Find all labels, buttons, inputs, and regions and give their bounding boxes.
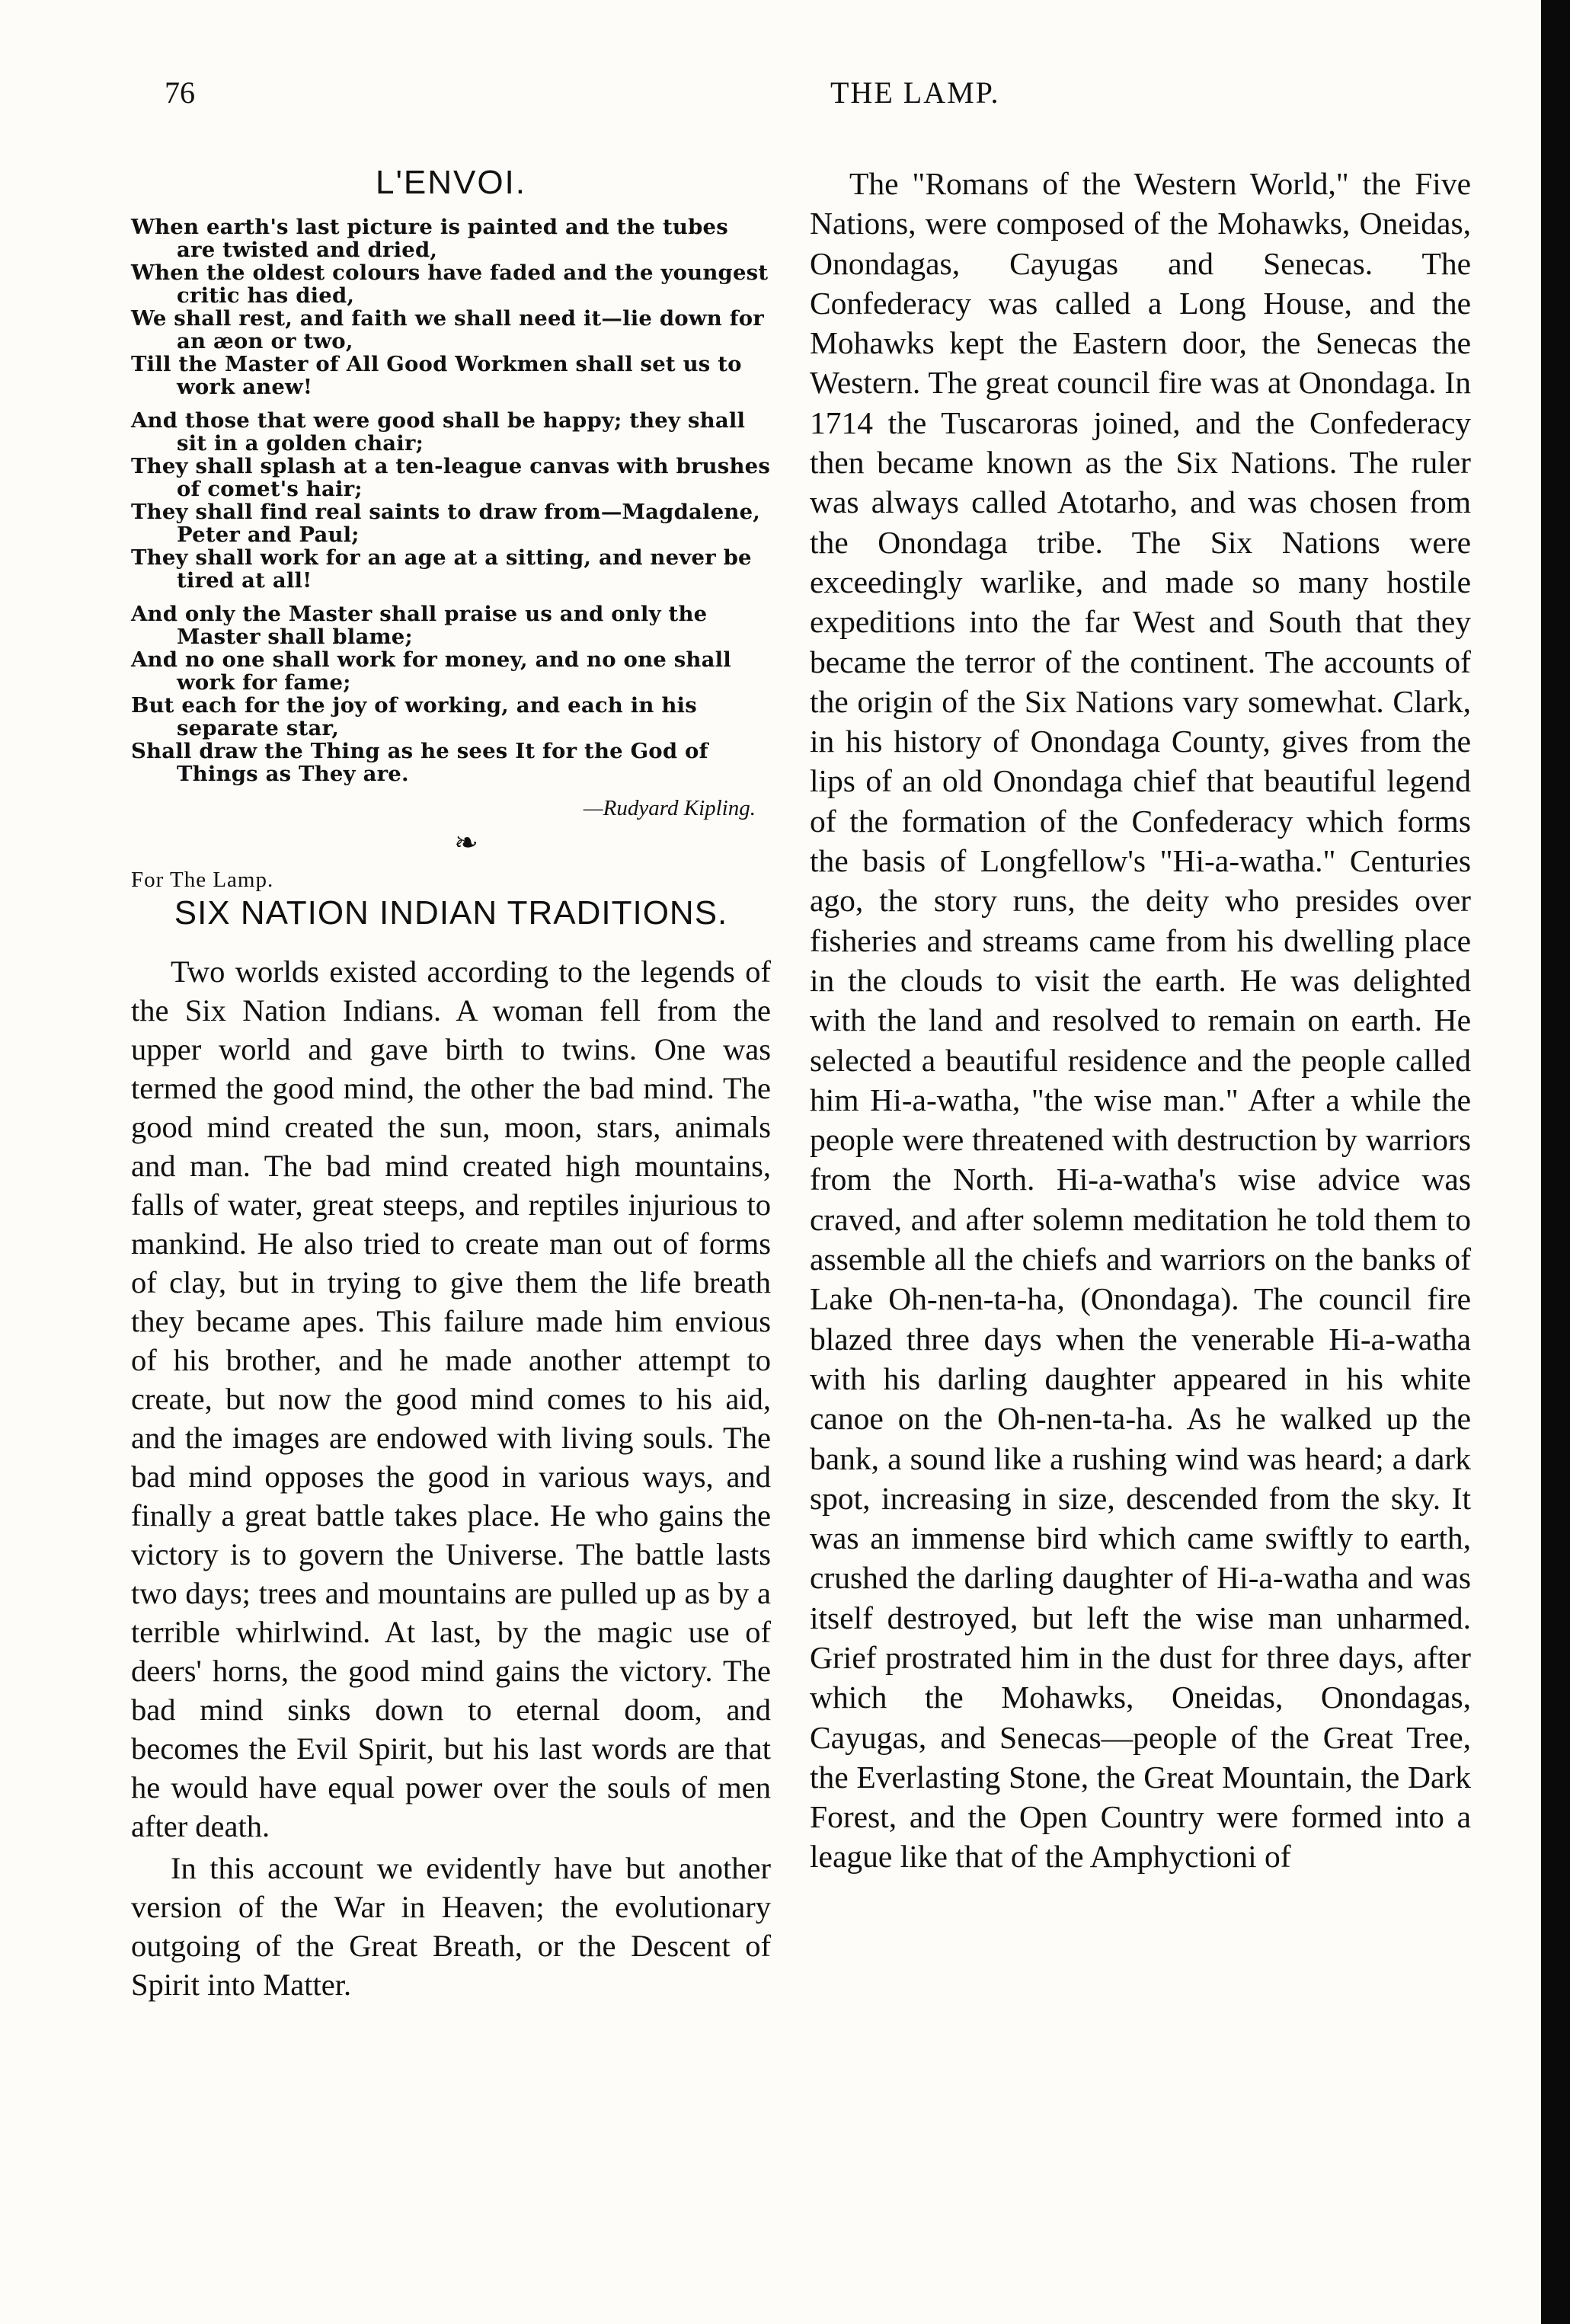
paragraph: In this account we evidently have but another version of the War in Heaven; the evolutionary outgoing of the Great Breath, or the Descent of Spirit into Matter. — [131, 1851, 771, 2002]
poem-line: And those that were good shall be happy; they shall sit in a golden chair; — [131, 408, 746, 456]
poem-title: L'ENVOI. — [375, 164, 526, 201]
poem-attribution: —Rudyard Kipling. — [583, 796, 756, 820]
poem-line: They shall work for an age at a sitting, and never be tired at all! — [131, 545, 752, 593]
poem-line: Shall draw the Thing as he sees It for the God of Things as They are. — [131, 739, 708, 786]
poem-line: When the oldest colours have faded and the youngest critic has died, — [131, 261, 769, 308]
paragraph: Two worlds existed according to the legends of the Six Nation Indians. A woman fell from the upper world and gave birth to twins. One was termed the good mind, the other the bad mind. The good mind created the sun, moon, stars, animals and man. The bad mind created high mountains, falls of water, great steeps, and reptiles injurious to mankind. He also tried to create man out of forms of clay, but in trying to give them the life breath they became apes. This failure made him envious of his brother, and he made another attempt to create, but now the good mind comes to his aid, and the images are endowed with living souls. The bad mind opposes the good in various ways, and finally a great battle takes place. He who gains the victory is to govern the Universe. The battle lasts two days; trees and mountains are pulled up as by a terrible whirlwind. At last, by the magic use of deers' horns, the good mind gains the victory. The bad mind sinks down to eternal doom, and becomes the Evil Spirit, but his last words are that he would have equal power over the souls of men after death. — [131, 954, 771, 1843]
page-header — [160, 75, 1455, 128]
poem-line: But each for the joy of working, and each in his separate star, — [131, 693, 697, 740]
poem-stanza — [131, 409, 771, 592]
poem-line: And no one shall work for money, and no one shall work for fame; — [131, 647, 731, 695]
poem-line: They shall splash at a ten-league canvas with brushes of comet's hair; — [131, 454, 771, 501]
poem-line: When earth's last picture is painted and the tubes are twisted and dried, — [131, 215, 728, 262]
article-title: SIX NATION INDIAN TRADITIONS. — [174, 894, 728, 932]
article-body-left — [131, 952, 771, 2004]
poem-body — [131, 216, 771, 785]
left-column — [131, 164, 771, 2004]
poem-stanza — [131, 603, 771, 785]
article-source-line: For The Lamp. — [131, 868, 274, 892]
running-head: THE LAMP. — [830, 75, 1000, 110]
article-body-right — [810, 164, 1471, 1877]
poem-line: They shall find real saints to draw from—Magdalene, Peter and Paul; — [131, 500, 761, 547]
paragraph: The "Romans of the Western World," the Five Nations, were composed of the Mohawks, Oneidas, Onondagas, Cayugas and Senecas. The Confederacy was called a Long House, and the Mohawks kept the Eastern door, the Senecas the Western. The great council fire was at Onondaga. In 1714 the Tuscaroras joined, and the Confederacy then became known as the Six Nations. The ruler was always called Atotarho, and was chosen from the Onondaga tribe. The Six Nations were exceedingly warlike, and made so many hostile expeditions into the far West and South that they became the terror of the continent. The accounts of the origin of the Six Nations vary somewhat. Clark, in his history of Onondaga County, gives from the lips of an old Onondaga chief that beautiful legend of the formation of the Confederacy which forms the basis of Longfellow's "Hi-a-watha." Centuries ago, the story runs, the deity who presides over fisheries and streams came from his dwelling place in the clouds to visit the earth. He was delighted with the land and resolved to remain on earth. He selected a beautiful residence and the people called him Hi-a-watha, "the wise man." After a while the people were threatened with destruction by warriors from the North. Hi-a-watha's wise advice was craved, and after solemn meditation he told them to assemble all the chiefs and warriors on the banks of Lake Oh-nen-ta-ha, (Onondaga). The council fire blazed three days when the venerable Hi-a-watha with his darling daughter appeared in his white canoe on the Oh-nen-ta-ha. As he walked up the bank, a sound like a rushing wind was heard; a dark spot, increasing in size, descended from the sky. It was an immense bird which came swiftly to earth, crushed the darling daughter of Hi-a-watha and was itself destroyed, but left the wise man unharmed. Grief prostrated him in the dust for three days, after which the Mohawks, Oneidas, Onondagas, Cayugas, and Senecas—people of the Great Tree, the Everlasting Stone, the Great Mountain, the Dark Forest, and the Open Country were formed into a league like that of the Amphyctioni of — [810, 166, 1471, 1875]
poem-line: And only the Master shall praise us and only the Master shall blame; — [131, 602, 708, 649]
poem-stanza — [131, 216, 771, 398]
poem-line: We shall rest, and faith we shall need it—lie down for an æon or two, — [131, 306, 764, 353]
page-edge-shadow — [1541, 0, 1570, 2324]
poem-line: Till the Master of All Good Workmen shall set us to work anew! — [131, 352, 742, 399]
ornament-icon: ❧ — [454, 827, 478, 859]
right-column — [810, 164, 1471, 1877]
page-number: 76 — [165, 75, 195, 110]
